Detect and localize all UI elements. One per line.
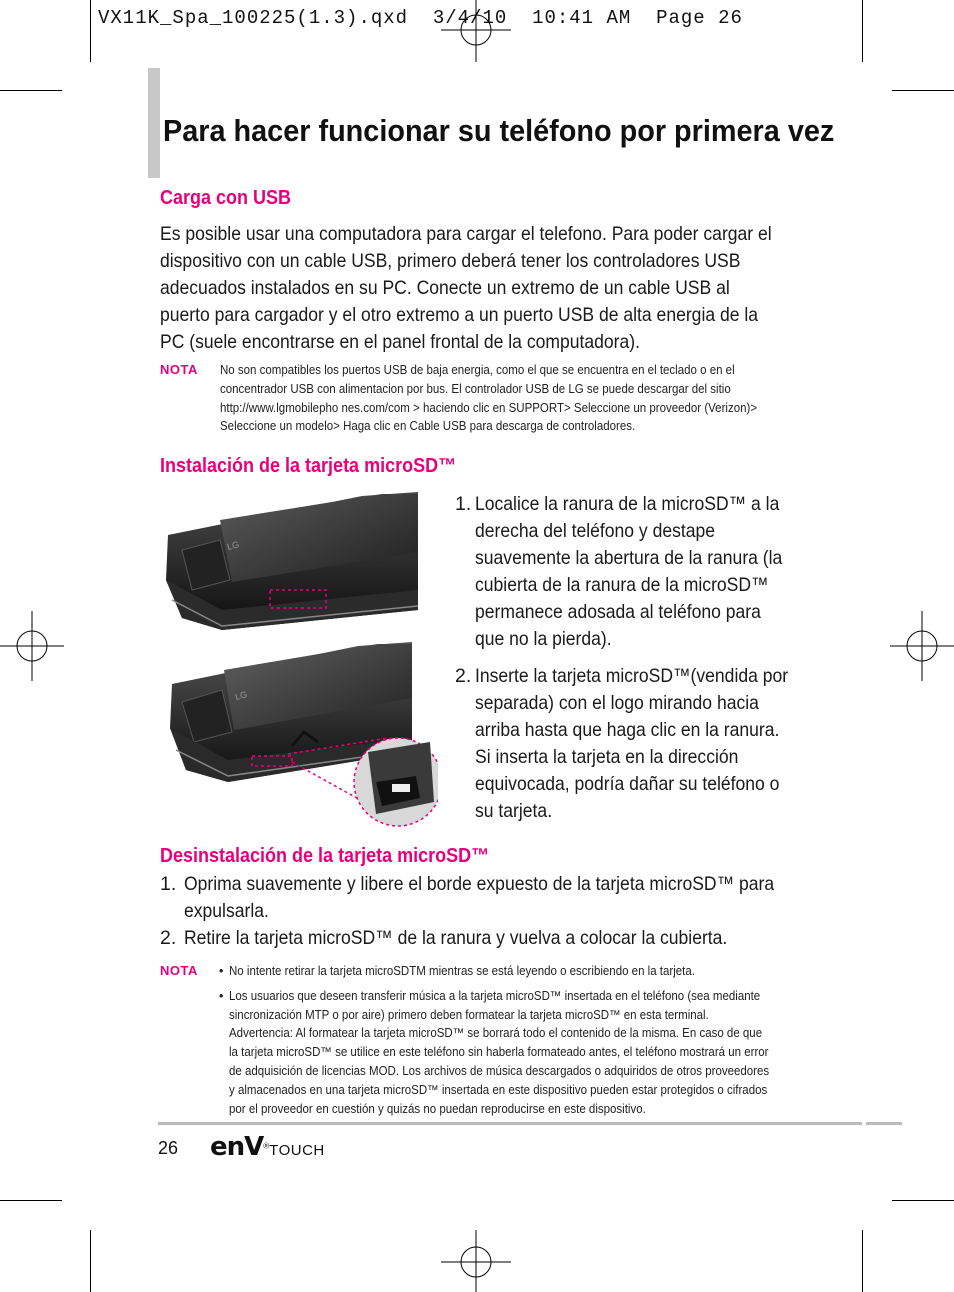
registration-mark-icon: [0, 611, 70, 681]
phone-brand-label: LG: [226, 539, 241, 552]
list-item: [160, 871, 860, 925]
brand-logo-touch: TOUCH: [269, 1142, 325, 1159]
step-text: Localice la ranura de la microSD™ a la derecha del teléfono y destape suavemente la abertura de la ranura (la cubierta de la ranura de la microSD™ permanece adosada al teléfono para que no la pierda).: [475, 493, 783, 650]
crop-mark: [862, 0, 863, 62]
list-item: [455, 663, 825, 825]
brand-logo: [210, 1132, 325, 1162]
phone-slot-image: [162, 490, 418, 638]
usb-note-text: No son compatibles los puertos USB de baja energia, como el que se encuentra en el teclado o en el concentrador USB con alimentacion por bus. El controlador USB de LG se puede descargar del sitio http://www.lgmobilepho nes.com/com > haciendo clic en SUPPORT> Seleccione un proveedor (Verizon)> Seleccione un modelo> Haga clic en Cable USB para descarga de controladores.: [220, 363, 758, 434]
page-title: Para hacer funcionar su teléfono por primera vez: [163, 113, 835, 148]
phone-insert-card-image: [168, 642, 438, 832]
registration-mark-icon: [441, 1222, 511, 1292]
crop-mark: [0, 90, 62, 91]
list-item: [455, 491, 825, 653]
list-item: [160, 925, 860, 952]
section-heading-uninstall: Desinstalación de la tarjeta microSD™: [160, 845, 490, 867]
footer-divider: [158, 1122, 862, 1125]
title-accent-bar: [148, 68, 160, 178]
bullet-icon: •: [219, 988, 224, 1003]
section-heading-usb: Carga con USB: [160, 187, 292, 209]
step-number: 2.: [160, 927, 177, 949]
list-item: [219, 962, 819, 981]
list-item: [219, 987, 819, 1119]
step-text: Oprima suavemente y libere el borde expuesto de la tarjeta microSD™ para expulsarla.: [184, 873, 775, 922]
page-number: 26: [158, 1138, 179, 1158]
crop-mark: [0, 1200, 62, 1201]
crop-mark: [90, 0, 91, 62]
brand-logo-mark: ®: [263, 1141, 270, 1151]
phone-brand-label: LG: [234, 689, 249, 702]
step-number: 1.: [455, 493, 472, 515]
crop-mark: [892, 90, 954, 91]
crop-mark: [892, 1200, 954, 1201]
registration-mark-icon: [890, 611, 954, 681]
note-text: Los usuarios que deseen transferir música a la tarjeta microSD™ insertada en el teléfono (sea mediante sincronización MTP o por aire) primero deben formatear la tarjeta microSD™ en esta terminal. Advertencia: Al formatear la tarjeta microSD™ se borrará todo el contenido de la misma. En caso de que la tarjeta microSD™ se utilice en este teléfono sin haberla formateado antes, el teléfono mostrará un error de adquisición de licencias MOD. Los archivos de música descargados o adquiridos de otros proveedores y almacenados en una tarjeta microSD™ insertada en este dispositivo pueden estar protegidos o cifrados por el proveedor en cuestión y quizás no puedan reproducirse en este dispositivo.: [229, 988, 770, 1116]
registration-mark-icon: [441, 0, 511, 70]
step-number: 2.: [455, 665, 472, 687]
usb-body-text: Es posible usar una computadora para cargar el telefono. Para poder cargar el dispositivo con un cable USB, primero deberá tener los controladores USB adecuados instalados en su PC. Conecte un extremo de un cable USB al puerto para cargador y el otro extremo a un puerto USB de alta energia de la PC (suele encontrarse en el panel frontal de la computadora).: [160, 223, 772, 353]
nota-label: NOTA: [160, 362, 198, 377]
install-steps: [455, 491, 825, 825]
step-text: Retire la tarjeta microSD™ de la ranura y vuelva a colocar la cubierta.: [184, 927, 728, 949]
footer-divider: [866, 1122, 902, 1125]
section-heading-install: Instalación de la tarjeta microSD™: [160, 455, 457, 477]
nota-label: NOTA: [160, 963, 198, 978]
brand-logo-en: enV: [210, 1132, 264, 1162]
step-text: Inserte la tarjeta microSD™(vendida por separada) con el logo mirando hacia arriba hasta que haga clic en la ranura. Si inserta la tarjeta en la dirección equivocada, podría dañar su teléfono o su tarjeta.: [475, 665, 789, 822]
step-number: 1.: [160, 873, 177, 895]
note-text: No intente retirar la tarjeta microSDTM mientras se está leyendo o escribiendo en la tarjeta.: [229, 964, 695, 978]
crop-mark: [90, 1230, 91, 1292]
crop-mark: [862, 1230, 863, 1292]
uninstall-notes: [219, 962, 819, 1118]
bullet-icon: •: [219, 964, 224, 978]
printer-slug: VX11K_Spa_100225(1.3).qxd 3/4/10 10:41 AM Page 26: [98, 7, 743, 29]
uninstall-steps: [160, 871, 860, 952]
